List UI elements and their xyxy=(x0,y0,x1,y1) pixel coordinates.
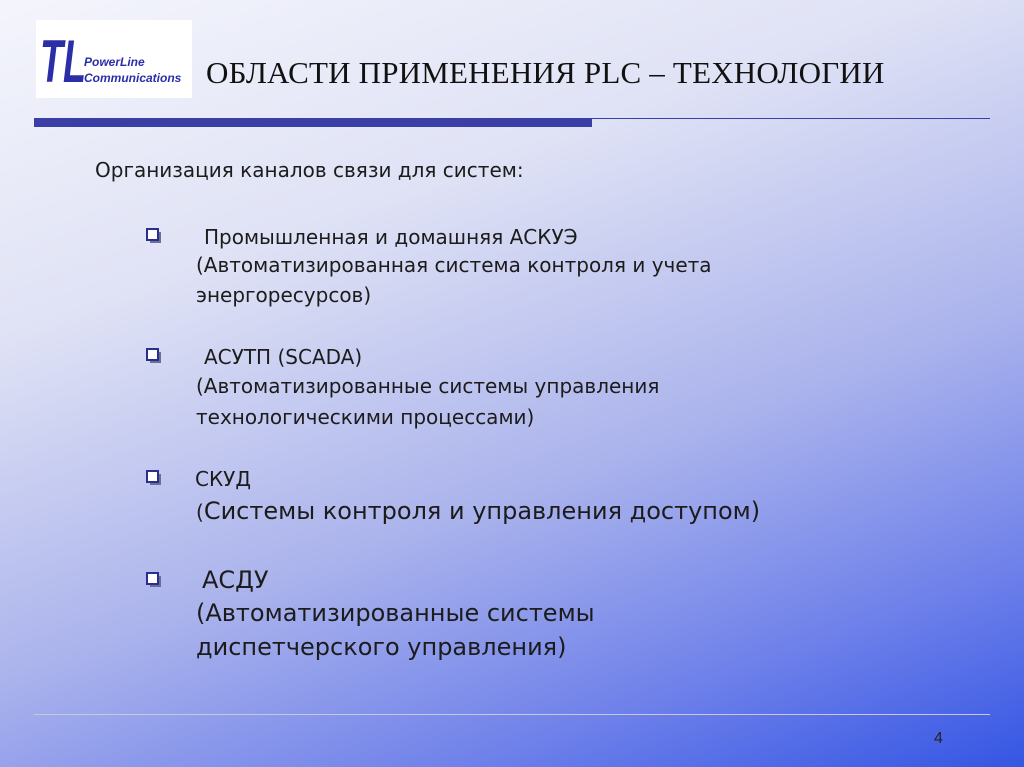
item-title: Промышленная и домашняя АСКУЭ xyxy=(204,225,578,249)
title-underline-thick xyxy=(34,118,592,127)
item-description-line-1: (Автоматизированная система контроля и учета xyxy=(196,253,712,277)
page-number: 4 xyxy=(934,730,943,747)
item-description-line-2: технологическими процессами) xyxy=(196,405,535,429)
logo-line-2: Communications xyxy=(84,71,182,85)
checkbox-square-icon xyxy=(146,470,162,486)
logo-wordmark xyxy=(84,54,181,86)
checkbox-square-icon xyxy=(146,348,162,364)
company-logo xyxy=(36,20,192,98)
checkbox-square-icon xyxy=(146,572,162,588)
logo-line-1: PowerLine xyxy=(84,55,145,69)
item-description-open-paren: ( xyxy=(196,500,204,524)
slide-title: ОБЛАСТИ ПРИМЕНЕНИЯ PLC – ТЕХНОЛОГИИ xyxy=(206,55,885,90)
item-description-line-1: (Автоматизированные системы xyxy=(196,599,595,627)
item-description-line-1: (Автоматизированные системы управления xyxy=(196,374,660,398)
item-description-text: Системы контроля и управления доступом) xyxy=(203,497,761,525)
checkbox-square-icon xyxy=(146,228,162,244)
item-title: СКУД xyxy=(195,467,251,491)
title-underline-thin xyxy=(592,118,990,119)
footer-divider xyxy=(34,714,990,715)
item-title: АСУТП (SCADA) xyxy=(204,345,363,369)
intro-text: Организация каналов связи для систем: xyxy=(95,158,524,182)
tl-logo-icon xyxy=(40,24,86,96)
item-description-line-2: энергоресурсов) xyxy=(196,283,372,307)
item-description-line-1 xyxy=(196,497,760,525)
item-description-line-2: диспетчерского управления) xyxy=(196,633,567,661)
svg-text:TL: TL xyxy=(40,28,86,95)
item-title: АСДУ xyxy=(202,566,269,594)
